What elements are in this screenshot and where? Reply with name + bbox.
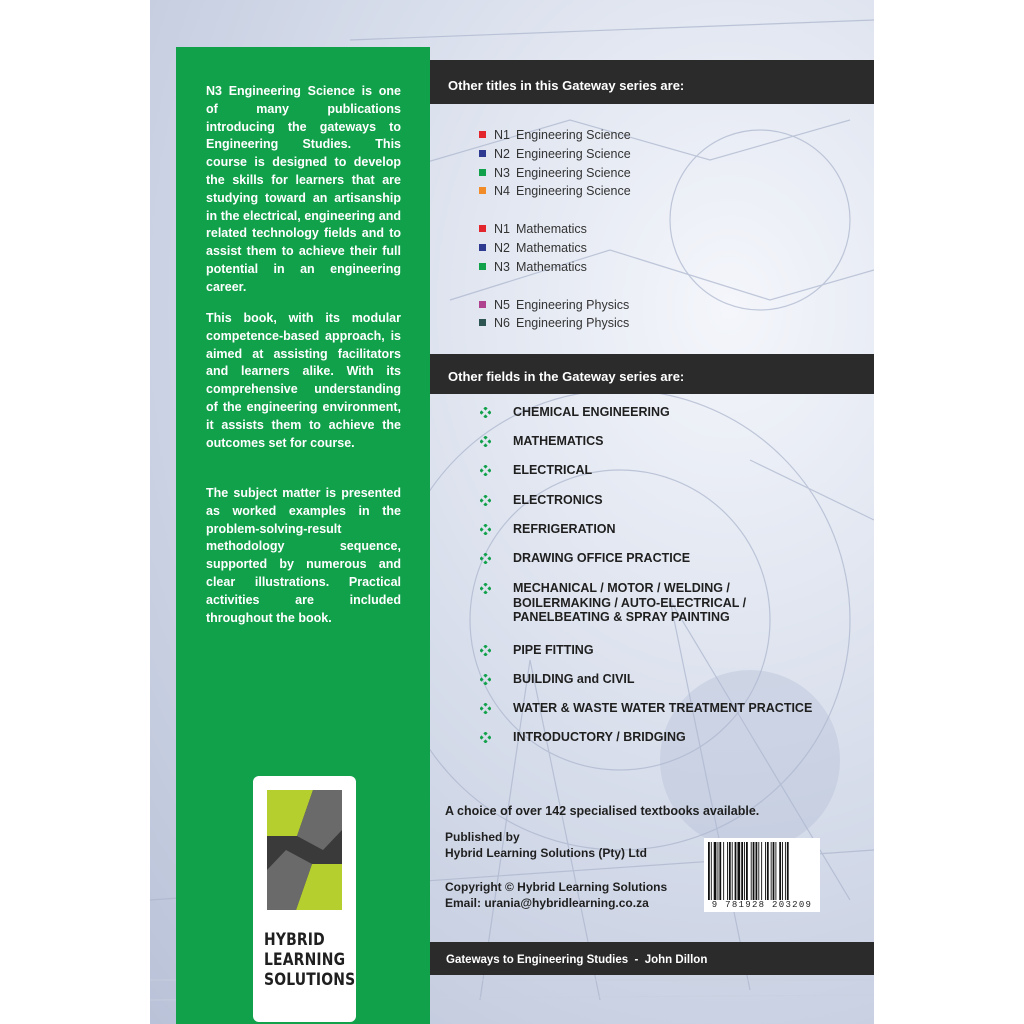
published-label: Published by [445, 830, 520, 844]
field-label-line: DRAWING OFFICE PRACTICE [513, 551, 691, 565]
barcode-bar [756, 842, 758, 900]
barcode-bar [751, 842, 752, 900]
barcode-bar [708, 842, 710, 900]
bullet-square-icon [479, 244, 486, 251]
barcode-bar [746, 842, 748, 900]
bullet-square-icon [479, 225, 486, 232]
titles-heading-bar [430, 60, 874, 104]
barcode-bar [779, 842, 781, 900]
field-label [513, 434, 604, 449]
barcode-bar [771, 842, 772, 900]
title-name: Engineering Physics [515, 297, 630, 312]
blurb-panel [176, 47, 430, 1024]
title-code: N6 [494, 316, 510, 331]
diamond-bullet-icon [480, 583, 491, 594]
field-label-line: WATER & WASTE WATER TREATMENT PRACTICE [513, 701, 813, 715]
titles-list [479, 126, 631, 333]
logo-line-1: HYBRID [264, 930, 325, 950]
barcode-bar [714, 842, 717, 900]
bullet-square-icon [479, 150, 486, 157]
title-name: Mathematics [515, 259, 587, 274]
field-label [513, 405, 670, 420]
title-name: Engineering Science [515, 184, 631, 199]
diamond-bullet-icon [480, 407, 491, 418]
bullet-square-icon [479, 187, 486, 194]
barcode-bar [767, 842, 769, 900]
field-label-line: BOILERMAKING / AUTO-ELECTRICAL / [513, 595, 747, 610]
diamond-bullet-icon [480, 674, 491, 685]
barcode-bar [732, 842, 733, 900]
field-label-line: ELECTRICAL [513, 463, 593, 477]
barcode-bar [723, 842, 724, 900]
field-label-line: CHEMICAL ENGINEERING [513, 405, 670, 419]
publisher-logo [253, 776, 356, 1022]
fields-heading-bar [430, 354, 874, 394]
barcode-bar [744, 842, 745, 900]
barcode-bar [782, 842, 783, 900]
email-text: Email: urania@hybridlearning.co.za [445, 896, 649, 910]
field-label-line: PANELBEATING & SPRAY PAINTING [513, 610, 730, 624]
logo-line-2: LEARNING [264, 950, 346, 970]
title-item [479, 164, 631, 183]
barcode-bar [719, 842, 721, 900]
barcode-bar [737, 842, 740, 900]
title-code: N3 [494, 165, 510, 180]
field-label-line: INTRODUCTORY / BRIDGING [513, 730, 686, 744]
barcode-bar [775, 842, 776, 900]
field-label-line: REFRIGERATION [513, 522, 616, 536]
title-name: Mathematics [515, 240, 587, 255]
choice-text: A choice of over 142 specialised textbooks available. [445, 804, 760, 818]
diamond-bullet-icon [480, 703, 491, 714]
field-label [513, 493, 603, 508]
field-label [513, 701, 812, 716]
barcode-bar [735, 842, 737, 900]
title-code: N2 [494, 146, 510, 161]
title-name: Engineering Science [515, 165, 631, 180]
title-code: N1 [494, 222, 510, 237]
barcode-bar [765, 842, 766, 900]
field-label-line: PIPE FITTING [513, 643, 594, 657]
title-code: N3 [494, 259, 510, 274]
diamond-bullet-icon [480, 436, 491, 447]
field-label-line: ELECTRONICS [513, 493, 603, 507]
title-name: Engineering Physics [515, 316, 630, 331]
field-label [513, 643, 594, 658]
title-code: N2 [494, 240, 510, 255]
fields-heading: Other fields in the Gateway series are: [448, 369, 685, 384]
barcode-bar [741, 842, 743, 900]
publisher-name: Hybrid Learning Solutions (Pty) Ltd [445, 846, 647, 860]
blurb-paragraph-1: N3 Engineering Science is one of many publications introducing the gateways to Engineering Studies. This course is designed to develop the skills for learners that are studying toward an artisanship in the electrical, engineering and related technology fields and to assist them to achieve their full potential in an engineering career. [206, 84, 401, 294]
footer-bar [430, 942, 874, 975]
bullet-square-icon [479, 169, 486, 176]
field-label-line: MATHEMATICS [513, 434, 604, 448]
barcode-bar [727, 842, 728, 900]
barcode-digits: 9 781928 203209 [711, 900, 813, 910]
field-label [513, 551, 690, 566]
barcode-bar [711, 842, 712, 900]
title-name: Mathematics [515, 222, 587, 237]
title-item [479, 239, 631, 258]
diamond-bullet-icon [480, 732, 491, 743]
logo-wordmark [264, 930, 356, 990]
title-item [479, 182, 631, 201]
diamond-bullet-icon [480, 553, 491, 564]
barcode [704, 838, 820, 912]
barcode-bars [704, 842, 820, 902]
title-item [479, 220, 631, 239]
barcode-bar [753, 842, 755, 900]
barcode-bar [729, 842, 731, 900]
title-item [479, 258, 631, 277]
title-item [479, 126, 631, 145]
bullet-square-icon [479, 263, 486, 270]
field-label-line: MECHANICAL / MOTOR / WELDING / [513, 581, 730, 595]
diamond-bullet-icon [480, 524, 491, 535]
barcode-bar [785, 842, 786, 900]
field-label [513, 581, 746, 625]
title-item [479, 314, 631, 333]
logo-mark-icon [253, 776, 356, 926]
bullet-square-icon [479, 301, 486, 308]
barcode-bar [718, 842, 719, 900]
diamond-bullet-icon [480, 495, 491, 506]
blurb-paragraph-2: This book, with its modular competence-based approach, is aimed at assisting facilitators and learners alike. With its comprehensive understanding of the engineering environment, it assists them to achieve the outcomes set for course. [206, 311, 401, 450]
barcode-bar [773, 842, 775, 900]
title-item [479, 145, 631, 164]
field-label [513, 522, 616, 537]
diamond-bullet-icon [480, 465, 491, 476]
barcode-bar [761, 842, 762, 900]
footer-text: Gateways to Engineering Studies - John Dillon [446, 954, 708, 966]
titles-heading: Other titles in this Gateway series are: [448, 78, 685, 93]
field-label [513, 730, 686, 745]
back-cover [150, 0, 874, 1024]
copyright-text: Copyright © Hybrid Learning Solutions [445, 880, 668, 894]
barcode-bar [758, 842, 759, 900]
field-label-line: BUILDING and CIVIL [513, 672, 635, 686]
title-code: N5 [494, 297, 510, 312]
blurb-paragraph-3: The subject matter is presented as worked examples in the problem-solving-result methodology sequence, supported by numerous and clear illustrations. Practical activities are included throughout the book. [206, 486, 401, 625]
title-item [479, 296, 631, 315]
title-code: N4 [494, 184, 510, 199]
title-code: N1 [494, 128, 510, 142]
barcode-bar [787, 842, 789, 900]
bullet-square-icon [479, 131, 486, 138]
bullet-square-icon [479, 319, 486, 326]
field-label [513, 463, 592, 478]
title-name: Engineering Science [515, 128, 631, 142]
title-name: Engineering Science [515, 146, 631, 161]
logo-line-3: SOLUTIONS [264, 970, 356, 990]
field-label [513, 672, 635, 687]
diamond-bullet-icon [480, 645, 491, 656]
